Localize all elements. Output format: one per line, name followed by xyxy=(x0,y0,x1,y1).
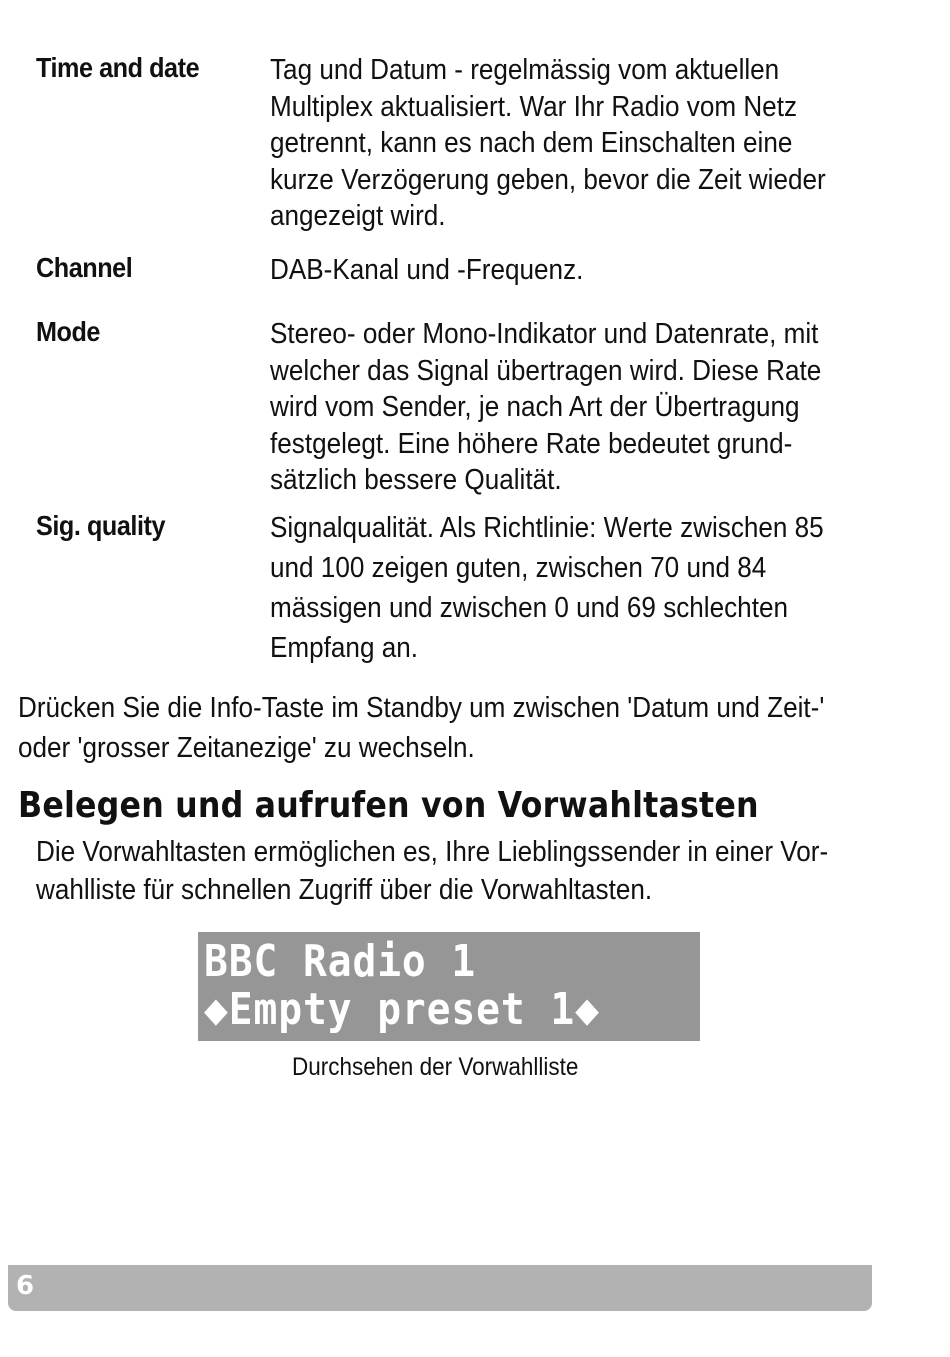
section-intro xyxy=(36,833,900,909)
paragraph-line: Drücken Sie die Info-Taste im Standby um zwischen 'Datum und Zeit-' xyxy=(18,692,825,724)
desc-line: kurze Verzögerung geben, bevor die Zeit wieder xyxy=(270,163,826,196)
desc-line: mässigen und zwischen 0 und 69 schlechten xyxy=(270,592,788,624)
desc-line: Signalqualität. Als Richtlinie: Werte zwischen 85 xyxy=(270,512,824,544)
paragraph-line: wahlliste für schnellen Zugriff über die Vorwahltasten. xyxy=(36,874,653,906)
desc-line: und 100 zeigen guten, zwischen 70 und 84 xyxy=(270,552,767,584)
section-heading: Belegen und aufrufen von Vorwahltasten xyxy=(18,785,759,826)
figure-caption: Durchsehen der Vorwahlliste xyxy=(292,1053,579,1081)
definition-desc-mode xyxy=(270,316,864,499)
desc-line: angezeigt wird. xyxy=(270,200,446,232)
definition-desc-channel xyxy=(270,252,864,289)
desc-line: welcher das Signal übertragen wird. Diese Rate xyxy=(270,354,822,387)
footer-bar xyxy=(8,1265,872,1311)
desc-line: DAB-Kanal und -Frequenz. xyxy=(270,254,584,286)
lcd-display xyxy=(198,932,700,1041)
standby-note xyxy=(18,688,900,768)
page-number: 6 xyxy=(16,1271,35,1301)
desc-line: wird vom Sender, je nach Art der Übertragung xyxy=(270,391,800,423)
paragraph-line: oder 'grosser Zeitanezige' zu wechseln. xyxy=(18,732,475,764)
paragraph-line: Die Vorwahltasten ermöglichen es, Ihre Lieblingssender in einer Vor- xyxy=(36,836,829,868)
desc-line: Empfang an. xyxy=(270,632,419,664)
desc-line: Tag und Datum - regelmässig vom aktuellen xyxy=(270,54,780,86)
desc-line: Multiplex aktualisiert. War Ihr Radio vom Netz xyxy=(270,90,798,123)
definition-desc-sig-quality xyxy=(270,508,864,668)
definition-term-time-and-date: Time and date xyxy=(36,52,200,83)
definition-desc-time-and-date xyxy=(270,52,864,235)
lcd-line-station: BBC Radio 1 xyxy=(204,936,477,987)
lcd-line-preset: ◆Empty preset 1◆ xyxy=(204,984,600,1035)
definition-term-mode: Mode xyxy=(36,316,100,347)
desc-line: getrennt, kann es nach dem Einschalten eine xyxy=(270,127,793,159)
desc-line: festgelegt. Eine höhere Rate bedeutet grund- xyxy=(270,427,793,460)
desc-line: Stereo- oder Mono-Indikator und Datenrate, mit xyxy=(270,318,819,350)
definition-term-sig-quality: Sig. quality xyxy=(36,510,166,541)
desc-line: sätzlich bessere Qualität. xyxy=(270,464,562,496)
definition-term-channel: Channel xyxy=(36,252,133,283)
